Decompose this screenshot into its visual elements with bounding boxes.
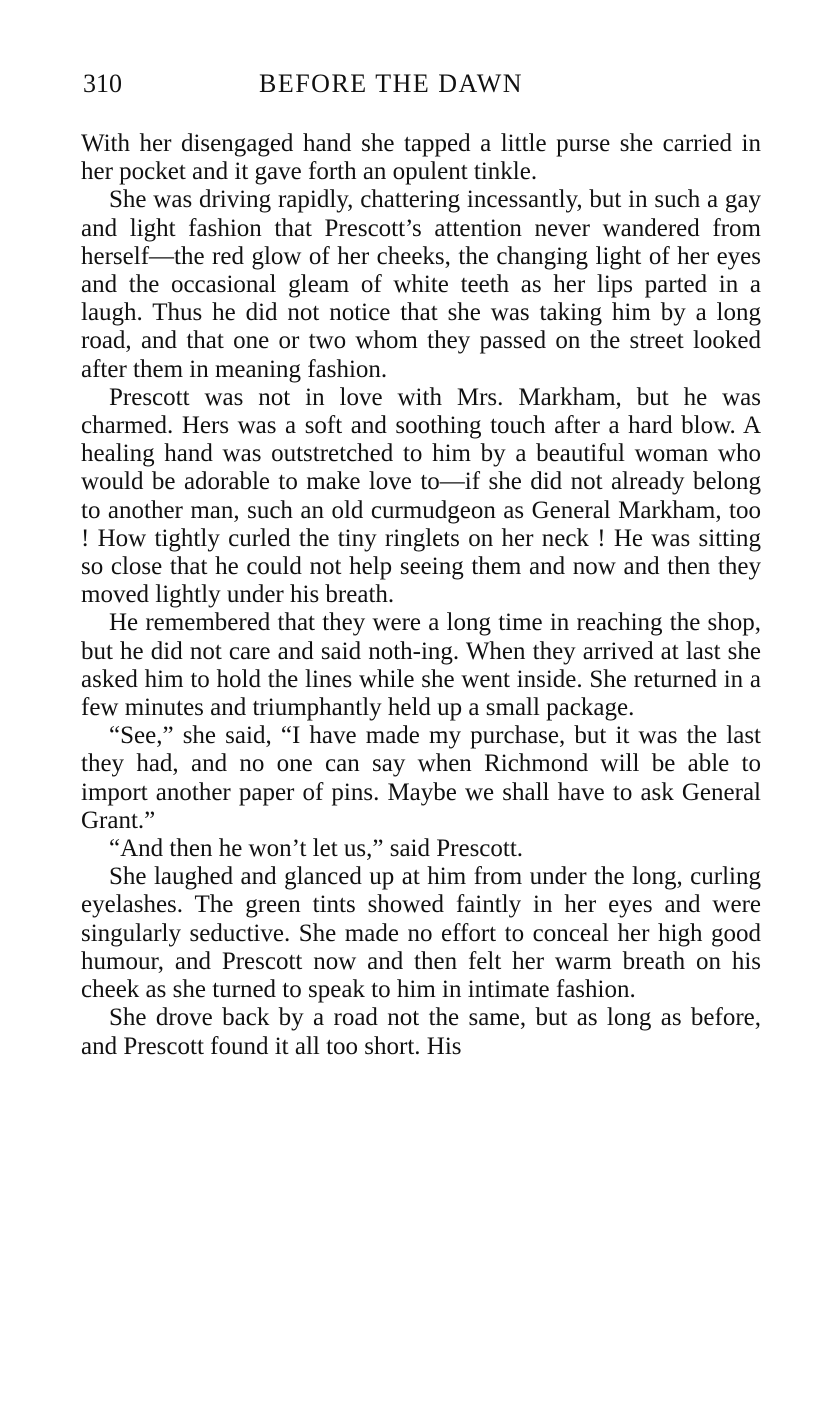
paragraph-2: She was driving rapidly, chattering incessantly, but in such a gay and light fashion that Prescott’s attention never wandered from herself—the red glow of her cheeks, the changing light of her eyes and the occasional gleam of white teeth as her lips parted in a laugh. Thus he did not notice that she was taking him by a long road, and that one or two whom they passed on the street looked after them in meaning fashion.	[81, 186, 761, 383]
paragraph-7: She laughed and glanced up at him from under the long, curling eyelashes. The green tints showed faintly in her eyes and were singularly seductive. She made no effort to conceal her high good humour, and Prescott now and then felt her warm breath on his cheek as she turned to speak to him in intimate fashion.	[81, 863, 761, 1004]
body-text	[81, 130, 761, 1061]
paragraph-8: She drove back by a road not the same, but as long as before, and Prescott found it all too short. His	[81, 1004, 761, 1060]
book-page	[81, 62, 761, 1061]
paragraph-1: With her disengaged hand she tapped a little purse she carried in her pocket and it gave forth an opulent tinkle.	[81, 130, 761, 186]
paragraph-4: He remembered that they were a long time in reaching the shop, but he did not care and said noth-ing. When they arrived at last she asked him to hold the lines while she went inside. She returned in a few minutes and triumphantly held up a small package.	[81, 609, 761, 722]
running-title: BEFORE THE DAWN	[259, 69, 524, 98]
page-header	[81, 62, 761, 106]
paragraph-6: “And then he won’t let us,” said Prescott.	[109, 835, 524, 863]
paragraph-5: “See,” she said, “I have made my purchase, but it was the last they had, and no one can say when Richmond will be able to import another paper of pins. Maybe we shall have to ask General Grant.”	[81, 722, 761, 834]
page-number: 310	[83, 69, 122, 98]
paragraph-3: Prescott was not in love with Mrs. Markham, but he was charmed. Hers was a soft and soothing touch after a hard blow. A healing hand was outstretched to him by a beautiful woman who would be adorable to make love to—if she did not already belong to another man, such an old curmudgeon as General Markham, too ! How tightly curled the tiny ringlets on her neck ! He was sitting so close that he could not help seeing them and now and then they moved lightly under his breath.	[81, 383, 761, 609]
